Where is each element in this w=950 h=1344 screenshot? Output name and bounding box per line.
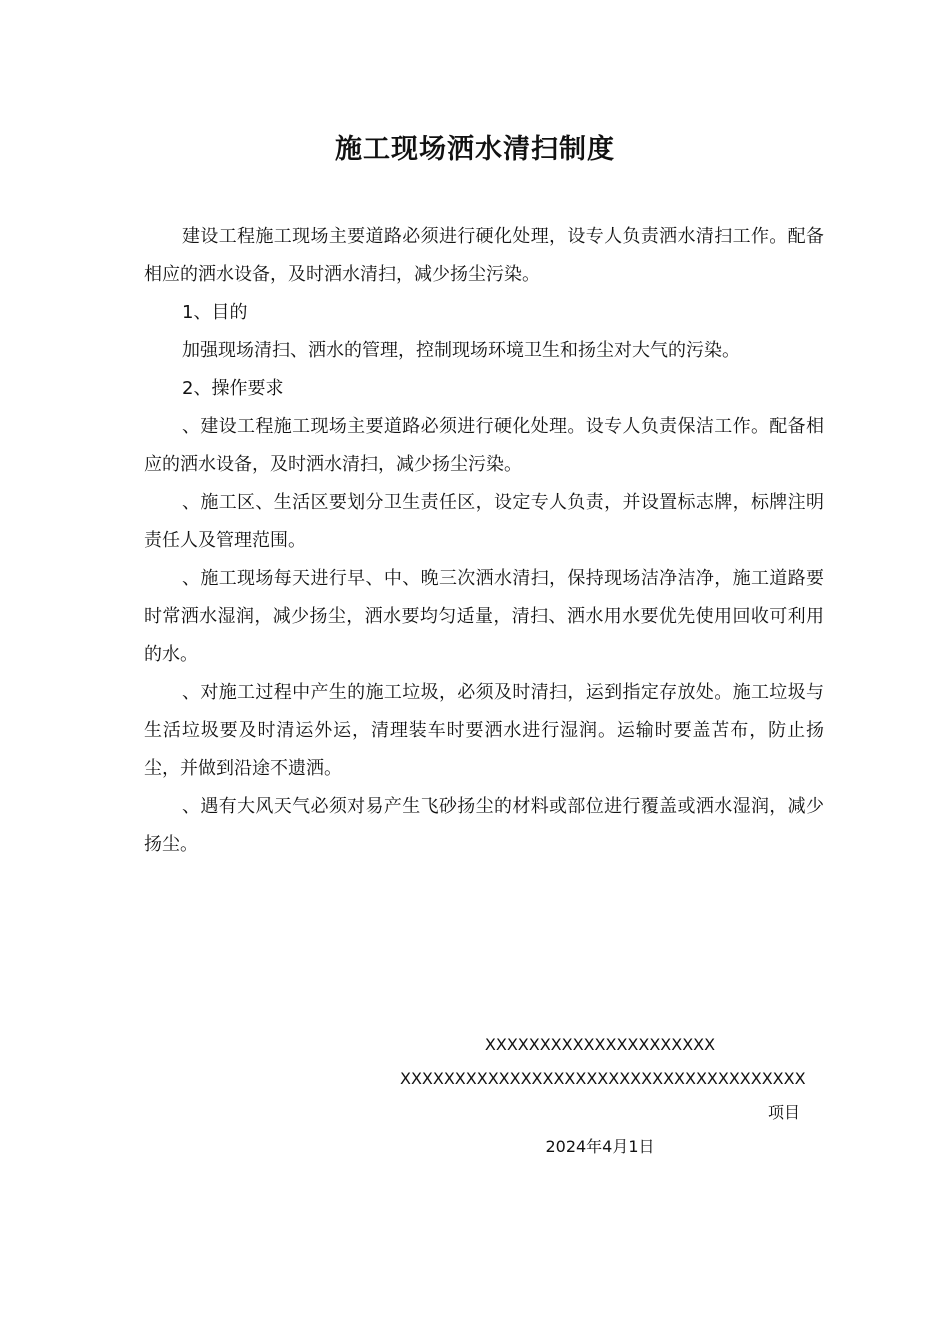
requirement-item: 、建设工程施工现场主要道路必须进行硬化处理。设专人负责保洁工作。配备相应的洒水设备，及时洒水清扫，减少扬尘污染。 (144, 416, 824, 475)
document-title: 施工现场洒水清扫制度 (335, 134, 615, 165)
paragraph-purpose: 加强现场清扫、洒水的管理，控制现场环境卫生和扬尘对大气的污染。 (182, 340, 740, 361)
section-heading-requirements: 2、操作要求 (182, 378, 284, 399)
requirement-item: 、对施工过程中产生的施工垃圾，必须及时清扫，运到指定存放处。施工垃圾与生活垃圾要及时清运外运，清理装车时要洒水进行湿润。运输时要盖苫布，防止扬尘，并做到沿途不遗洒。 (144, 682, 824, 779)
requirement-item: 、遇有大风天气必须对易产生飞砂扬尘的材料或部位进行覆盖或洒水湿润，减少扬尘。 (144, 796, 824, 855)
document-body (144, 218, 824, 864)
requirement-item: 、施工现场每天进行早、中、晚三次洒水清扫，保持现场洁净洁净，施工道路要时常洒水湿润，减少扬尘，洒水要均匀适量，清扫、洒水用水要优先使用回收可利用的水。 (144, 568, 824, 665)
paragraph-intro: 建设工程施工现场主要道路必须进行硬化处理，设专人负责洒水清扫工作。配备相应的洒水设备，及时洒水清扫，减少扬尘污染。 (144, 226, 824, 285)
section-heading-purpose: 1、目的 (182, 302, 248, 323)
signoff-organization: XXXXXXXXXXXXXXXXXXXXX (484, 1035, 716, 1054)
signoff-date: 2024年4月1日 (545, 1137, 655, 1156)
requirement-item: 、施工区、生活区要划分卫生责任区，设定专人负责，并设置标志牌，标牌注明责任人及管理范围。 (144, 492, 824, 551)
signoff-block (400, 1028, 806, 1164)
signoff-project: XXXXXXXXXXXXXXXXXXXXXXXXXXXXXXXXXXXXX项目 (400, 1069, 806, 1122)
